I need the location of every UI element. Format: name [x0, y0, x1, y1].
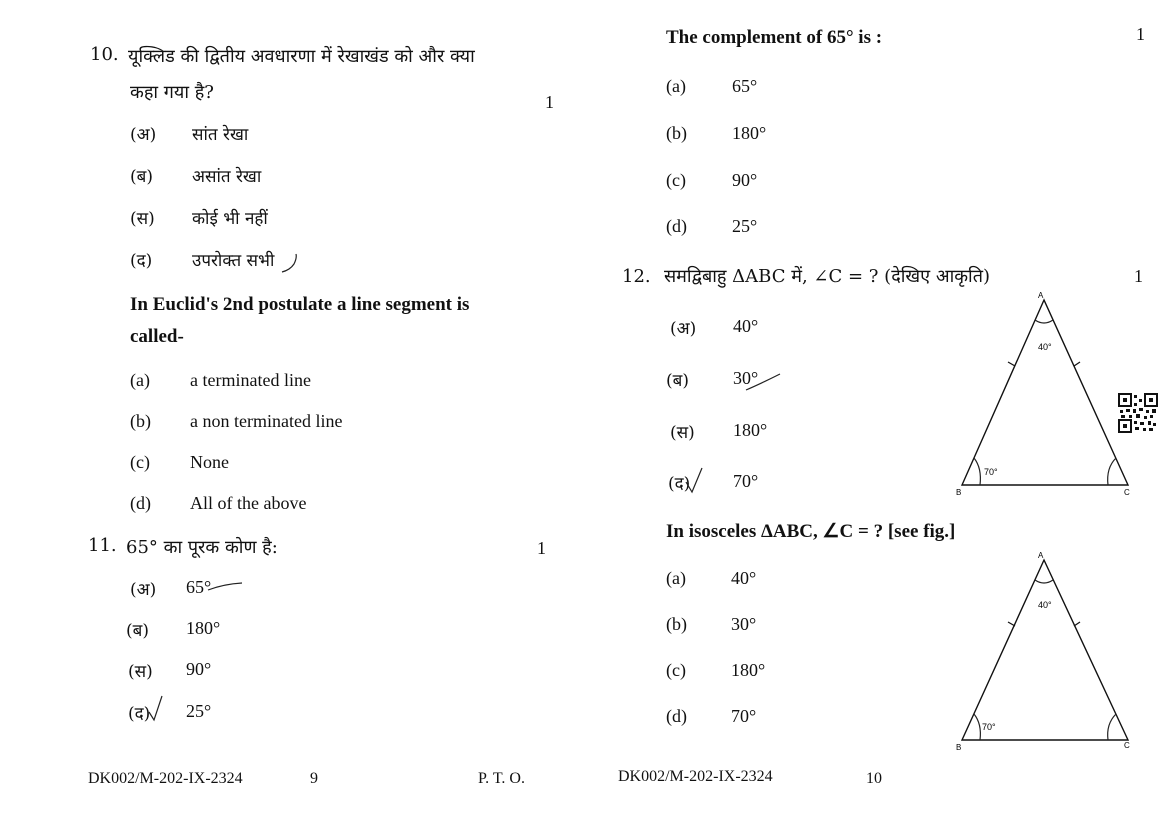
vertex-c-label: C: [1124, 741, 1130, 750]
q11-english-option-label: (a): [666, 76, 686, 96]
q12-english-option-text: 40°: [731, 568, 757, 588]
q11-english-mark: 1: [1136, 24, 1145, 44]
q10-english-option-label: (c): [130, 452, 150, 472]
vertex-b-label: B: [956, 488, 962, 497]
q10-mark: 1: [545, 92, 554, 112]
vertex-b-label: B: [956, 743, 962, 752]
q11-english-option-text: 90°: [732, 170, 758, 190]
right-footer-code: DK002/M-202-IX-2324: [618, 768, 773, 785]
equal-side-tick: [1008, 362, 1015, 366]
q11-hindi-option-text: 65°: [186, 577, 212, 597]
q11-english-question: The complement of 65° is :: [666, 27, 883, 48]
q12-hindi: समद्विबाहु ΔABC में, ∠C = ? (देखिए आकृति): [664, 266, 990, 287]
q12-english-option-label: (b): [666, 614, 687, 634]
triangle-figure-english: [950, 552, 1140, 752]
q11-english-option-text: 25°: [732, 216, 758, 236]
vertex-c-label: C: [1124, 488, 1130, 497]
pen-tick-mark: [146, 694, 166, 724]
angle-b-label: 70°: [982, 722, 996, 732]
q12-english-option-label: (a): [666, 568, 686, 588]
pen-tick-mark: [744, 372, 784, 394]
angle-arc-b: [974, 458, 980, 485]
q10-english-option-text: a non terminated line: [190, 411, 343, 431]
q11-mark: 1: [537, 538, 546, 558]
triangle-figure-hindi: [950, 292, 1140, 497]
q10-english-option-text: a terminated line: [190, 370, 311, 390]
q12-hindi-option-label: (द): [668, 474, 691, 494]
vertex-a-label: A: [1038, 291, 1044, 300]
equal-side-tick: [1074, 622, 1080, 626]
q11-english-option-label: (d): [666, 216, 687, 236]
q10-hindi-option-label: (ब): [130, 167, 153, 187]
pen-tick-mark: [684, 466, 706, 496]
angle-arc-c: [1108, 458, 1116, 485]
q12-english-option-text: 180°: [731, 660, 766, 680]
left-footer-page-number: 9: [310, 770, 318, 787]
q11-number: 11.: [88, 535, 117, 556]
q10-english-option-text: All of the above: [190, 493, 307, 513]
q12-mark: 1: [1134, 266, 1143, 286]
q12-hindi-option-label: (ब): [666, 371, 689, 391]
q12-english-option-text: 70°: [731, 706, 757, 726]
equal-side-tick: [1074, 362, 1080, 366]
q10-hindi-option-text: कोई भी नहीं: [192, 209, 268, 229]
q10-english-option-text: None: [190, 452, 229, 472]
q12-hindi-option-text: 40°: [733, 316, 759, 336]
q11-hindi-option-text: 180°: [186, 618, 221, 638]
q12-hindi-option-text: 30°: [733, 368, 759, 388]
q11-english-option-text: 65°: [732, 76, 758, 96]
q10-english-option-label: (d): [130, 493, 151, 513]
right-footer-page-number: 10: [866, 770, 882, 787]
q11-hindi-option-text: 90°: [186, 659, 212, 679]
triangle-abc: [962, 300, 1128, 485]
q12-hindi-option-label: (स): [670, 423, 695, 443]
q10-hindi-option-text: सांत रेखा: [192, 125, 249, 145]
q10-hindi-option-label: (स): [130, 209, 155, 229]
angle-arc-a: [1035, 320, 1053, 323]
pen-underline-mark: [206, 580, 246, 594]
q12-english-option-text: 30°: [731, 614, 757, 634]
q10-english-option-label: (a): [130, 370, 150, 390]
triangle-abc: [962, 560, 1128, 740]
q10-hindi-line1: यूक्लिड की द्वितीय अवधारणा में रेखाखंड को और क्या: [128, 46, 475, 67]
q10-english-line1: In Euclid's 2nd postulate a line segment is: [130, 294, 470, 315]
q11-hindi: 65° का पूरक कोण है:: [126, 537, 278, 558]
q12-english: In isosceles ΔABC, ∠C = ? [see fig.]: [666, 521, 956, 542]
q10-hindi-line2: कहा गया है?: [130, 82, 214, 103]
q10-english-line2: called-: [130, 326, 184, 347]
q11-hindi-option-label: (द): [128, 704, 151, 724]
q12-hindi-option-label: (अ): [670, 319, 697, 339]
angle-arc-c: [1108, 714, 1116, 740]
q10-hindi-option-text: असांत रेखा: [192, 167, 262, 187]
pen-tick-mark: [280, 252, 304, 276]
q12-english-option-label: (c): [666, 660, 686, 680]
q11-hindi-option-label: (स): [128, 662, 153, 682]
q10-hindi-option-label: (अ): [130, 125, 157, 145]
q12-hindi-option-text: 180°: [733, 420, 768, 440]
angle-a-label: 40°: [1038, 342, 1052, 352]
left-footer-code: DK002/M-202-IX-2324: [88, 770, 243, 787]
q11-english-option-label: (b): [666, 123, 687, 143]
q10-hindi-option-label: (द): [130, 251, 153, 271]
angle-arc-a: [1035, 580, 1053, 583]
vertex-a-label: A: [1038, 551, 1044, 560]
q11-hindi-option-label: (अ): [130, 580, 157, 600]
q11-hindi-option-label: (ब): [126, 621, 149, 641]
q10-hindi-option-text: उपरोक्त सभी: [192, 251, 275, 271]
q11-english-option-label: (c): [666, 170, 686, 190]
q11-english-option-text: 180°: [732, 123, 767, 143]
q12-english-option-label: (d): [666, 706, 687, 726]
qr-code: [1118, 393, 1158, 433]
q10-english-option-label: (b): [130, 411, 151, 431]
angle-a-label: 40°: [1038, 600, 1052, 610]
q12-hindi-option-text: 70°: [733, 471, 759, 491]
q11-hindi-option-text: 25°: [186, 701, 212, 721]
q12-number: 12.: [622, 266, 651, 287]
left-footer-pto: P. T. O.: [478, 770, 525, 787]
angle-b-label: 70°: [984, 467, 998, 477]
angle-arc-b: [974, 714, 980, 740]
q10-number: 10.: [90, 44, 119, 65]
equal-side-tick: [1008, 622, 1015, 626]
